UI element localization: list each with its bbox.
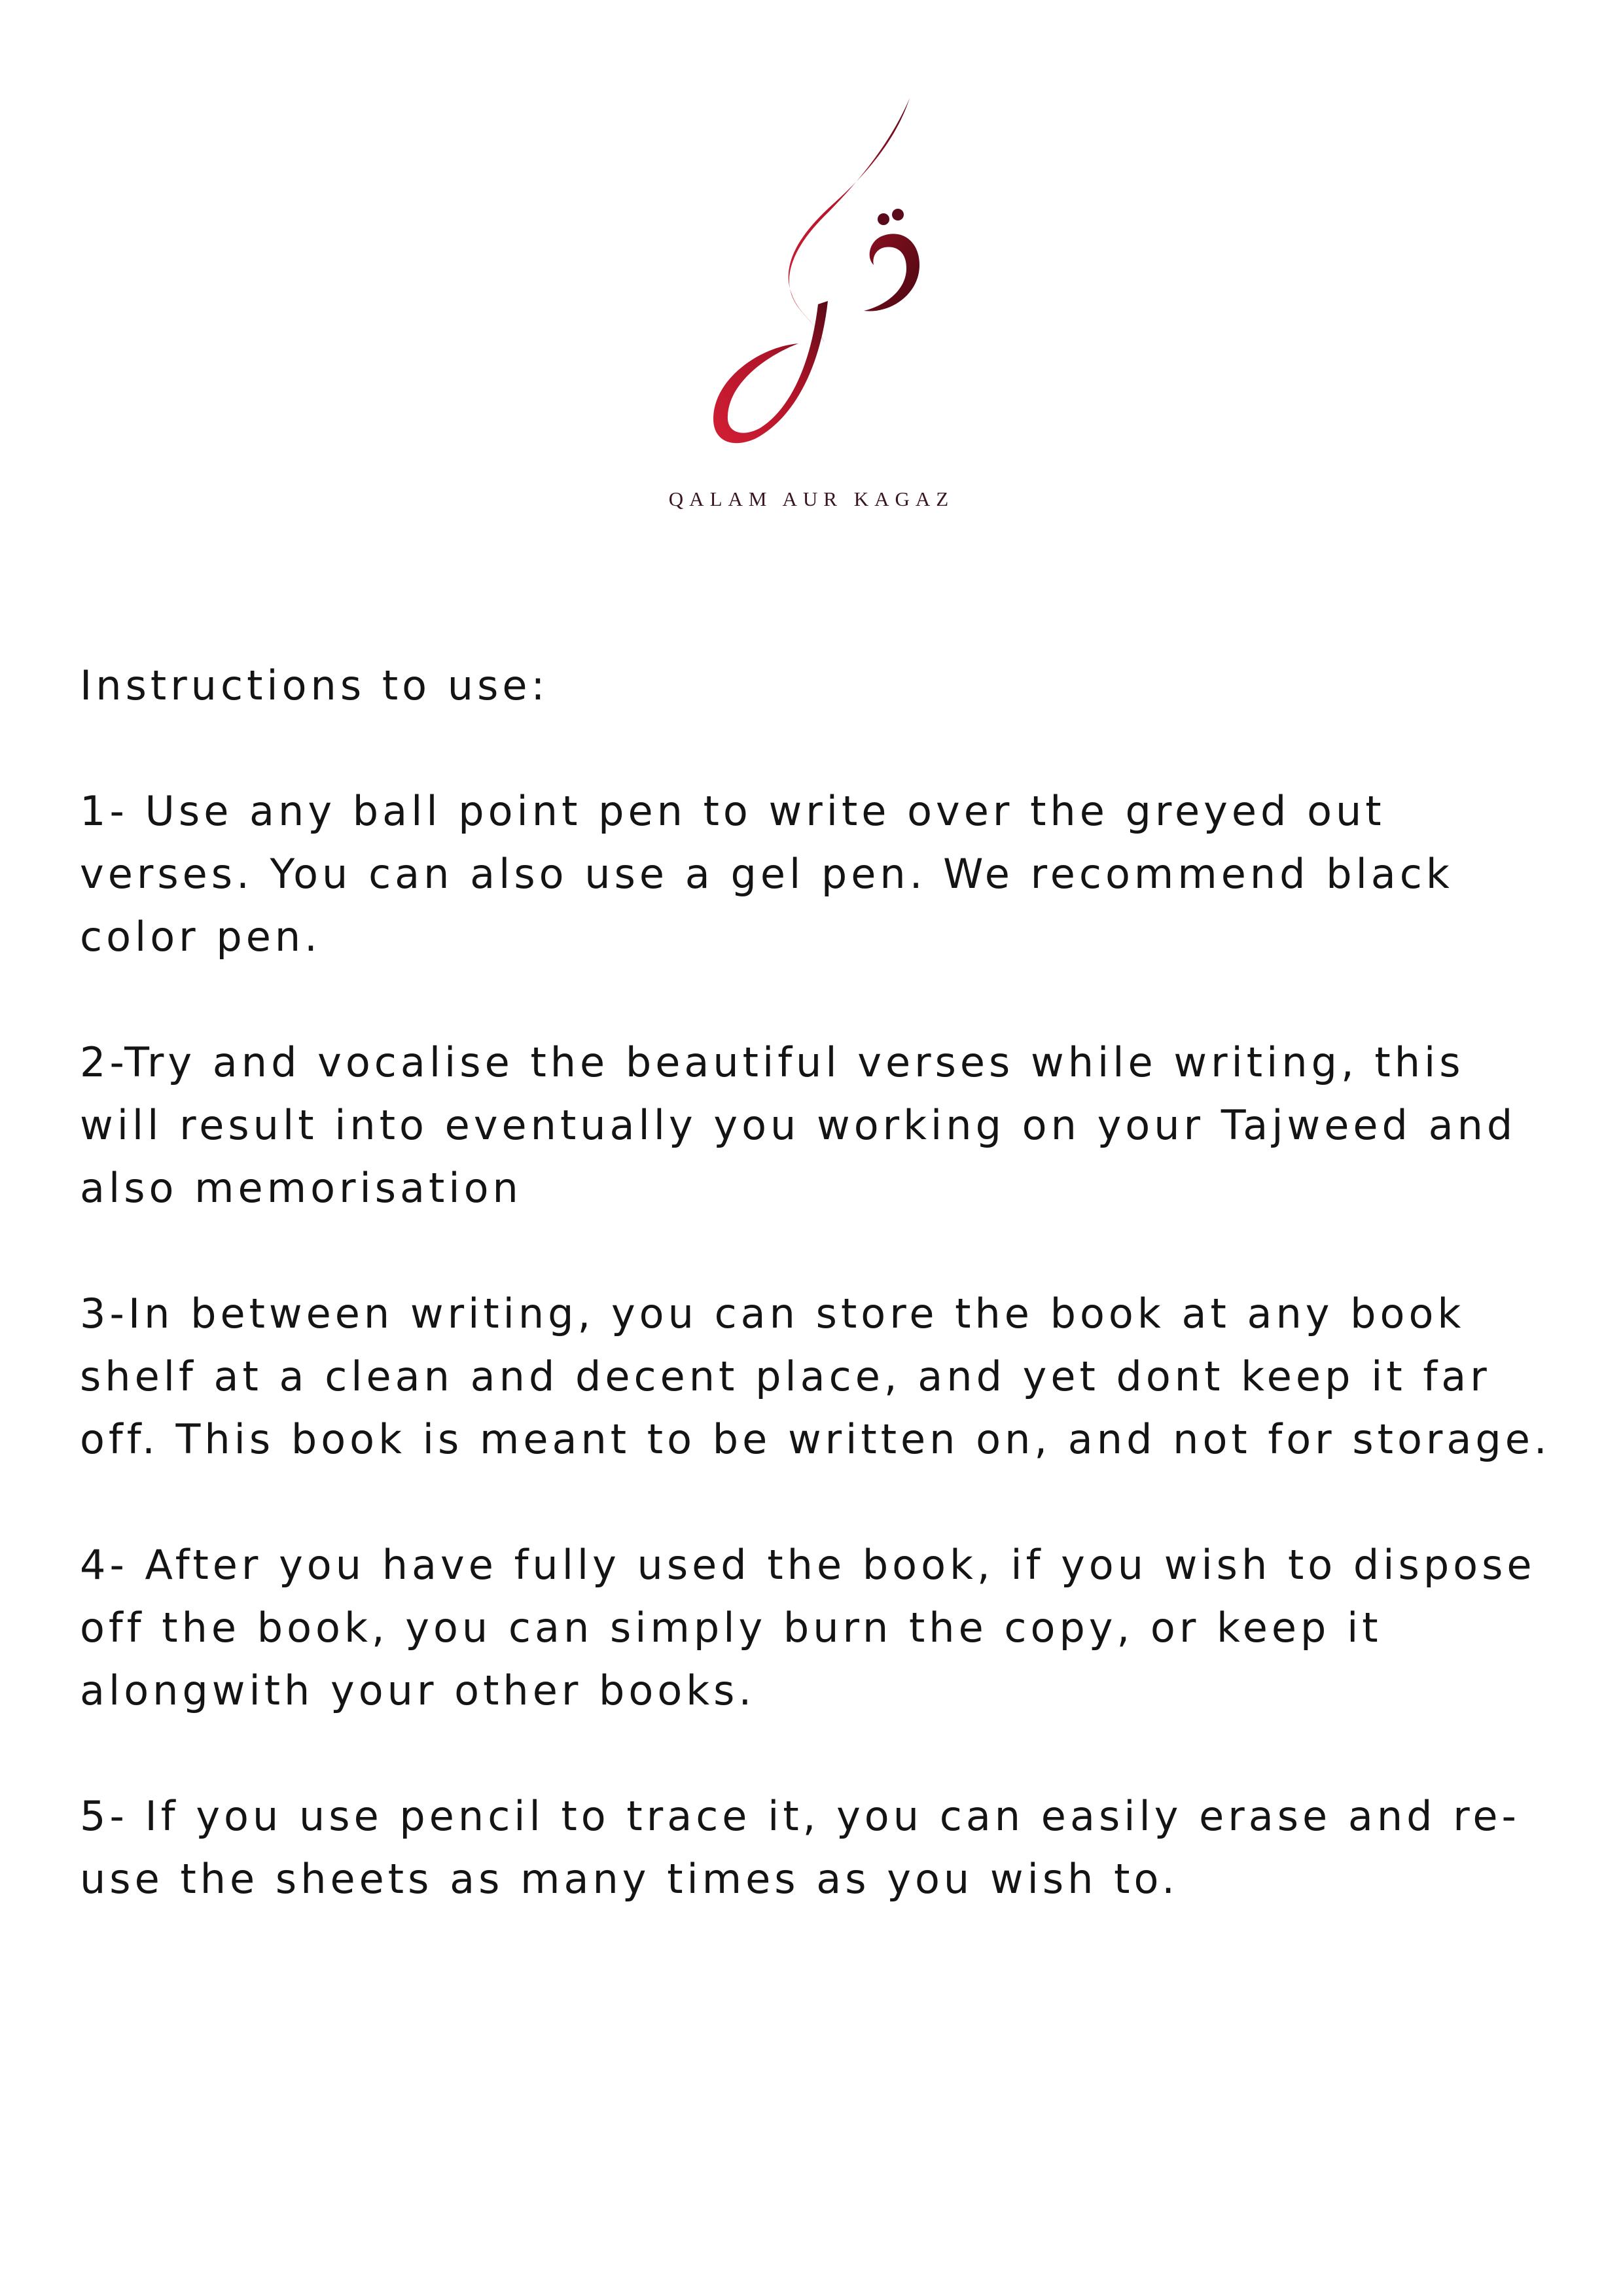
instruction-item-4: 4- After you have fully used the book, if you wish to dispose off the book, you can simply burn the copy, or keep it alongwith your other books. (80, 1541, 1536, 1714)
instructions-heading: Instructions to use: (80, 662, 549, 709)
instruction-item-1: 1- Use any ball point pen to write over the greyed out verses. You can also use a gel pen. We recommend black color pen. (80, 787, 1454, 961)
brand-name: QALAM AUR KAGAZ (668, 487, 955, 510)
qalam-calligraphy-logo-icon (694, 85, 942, 451)
logo-area (0, 85, 1623, 451)
instruction-item-3: 3-In between writing, you can store the book at any book shelf at a clean and decent place, and yet dont keep it far off. This book is meant to be written on, and not for storage. (80, 1290, 1551, 1463)
instructions-section (80, 654, 1559, 1911)
instruction-item-2: 2-Try and vocalise the beautiful verses while writing, this will result into eventually you working on your Tajweed and also memorisation (80, 1038, 1517, 1212)
instruction-item-5: 5- If you use pencil to trace it, you can easily erase and re-use the sheets as many times as you wish to. (80, 1792, 1520, 1903)
